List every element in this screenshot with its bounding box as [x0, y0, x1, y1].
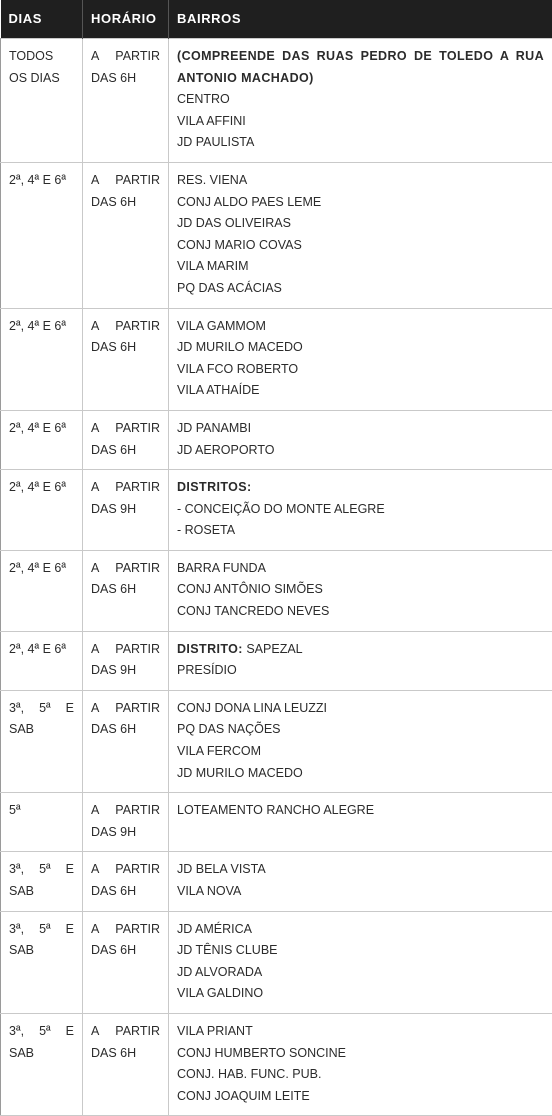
cell-horario: A PARTIR DAS 6H [83, 852, 169, 911]
bairro-name: VILA GALDINO [177, 986, 263, 1000]
cell-dias: 3ª, 5ª E SAB [1, 690, 83, 792]
bairro-name: VILA ATHAÍDE [177, 383, 259, 397]
cell-horario: A PARTIR DAS 6H [83, 690, 169, 792]
table-row [1, 1013, 552, 1115]
cell-bairros [169, 911, 552, 1013]
bairro-line [177, 213, 544, 235]
cell-horario: A PARTIR DAS 6H [83, 410, 169, 469]
cell-bairros [169, 690, 552, 792]
bairro-line [177, 741, 544, 763]
header-row [1, 0, 552, 39]
bairro-name: LOTEAMENTO RANCHO ALEGRE [177, 803, 374, 817]
bairro-name: VILA PRIANT [177, 1024, 253, 1038]
cell-dias: 2ª, 4ª E 6ª [1, 162, 83, 308]
cell-horario: A PARTIR DAS 6H [83, 162, 169, 308]
table-row [1, 410, 552, 469]
table-header [1, 0, 552, 39]
bairro-name: JD AMÉRICA [177, 922, 252, 936]
cell-dias: 3ª, 5ª E SAB [1, 911, 83, 1013]
bairro-line [177, 316, 544, 338]
bairro-line [177, 698, 544, 720]
bairro-name: VILA NOVA [177, 884, 241, 898]
bairro-line [177, 337, 544, 359]
bairro-line [177, 639, 544, 661]
cell-dias: 2ª, 4ª E 6ª [1, 631, 83, 690]
bairro-name: SAPEZAL [243, 642, 303, 656]
bairro-name: - CONCEIÇÃO DO MONTE ALEGRE [177, 502, 385, 516]
column-header-dias: DIAS [1, 0, 83, 39]
table-row [1, 793, 552, 852]
bairro-line [177, 763, 544, 785]
bairro-line [177, 520, 544, 542]
table-row [1, 911, 552, 1013]
table-row [1, 39, 552, 163]
table-body [1, 39, 552, 1116]
bairro-line [177, 881, 544, 903]
bairro-line [177, 800, 544, 822]
bairro-name: CENTRO [177, 92, 230, 106]
cell-dias: 3ª, 5ª E SAB [1, 1013, 83, 1115]
bairro-name: CONJ ALDO PAES LEME [177, 195, 321, 209]
bairro-name: CONJ DONA LINA LEUZZI [177, 701, 327, 715]
bairro-line [177, 940, 544, 962]
bairro-name: JD PANAMBI [177, 421, 251, 435]
cell-bairros [169, 631, 552, 690]
bairro-line [177, 192, 544, 214]
bairro-name: VILA FCO ROBERTO [177, 362, 298, 376]
cell-horario: A PARTIR DAS 6H [83, 308, 169, 410]
bairro-heading: DISTRITOS: [177, 480, 252, 494]
bairro-line [177, 919, 544, 941]
bairro-line [177, 278, 544, 300]
cell-bairros [169, 793, 552, 852]
cell-bairros [169, 852, 552, 911]
cell-dias: 2ª, 4ª E 6ª [1, 470, 83, 551]
bairro-line [177, 89, 544, 111]
bairro-line [177, 962, 544, 984]
bairro-name: JD PAULISTA [177, 135, 254, 149]
bairro-name: CONJ TANCREDO NEVES [177, 604, 329, 618]
table-row [1, 162, 552, 308]
cell-horario: A PARTIR DAS 6H [83, 1013, 169, 1115]
bairro-name: JD TÊNIS CLUBE [177, 943, 278, 957]
cell-dias: 2ª, 4ª E 6ª [1, 550, 83, 631]
bairro-heading: DISTRITO: [177, 642, 243, 656]
bairro-name: CONJ JOAQUIM LEITE [177, 1089, 310, 1103]
bairro-line [177, 1043, 544, 1065]
cell-bairros [169, 410, 552, 469]
bairro-line [177, 579, 544, 601]
bairro-name: CONJ. HAB. FUNC. PUB. [177, 1067, 321, 1081]
table-row [1, 308, 552, 410]
bairro-name: PRESÍDIO [177, 663, 237, 677]
cell-horario: A PARTIR DAS 6H [83, 39, 169, 163]
bairro-name: PQ DAS NAÇÕES [177, 722, 281, 736]
cell-bairros [169, 308, 552, 410]
bairro-name: JD MURILO MACEDO [177, 766, 303, 780]
table-row [1, 690, 552, 792]
bairro-name: JD ALVORADA [177, 965, 262, 979]
cell-bairros [169, 1013, 552, 1115]
bairro-line [177, 1064, 544, 1086]
bairro-name: JD MURILO MACEDO [177, 340, 303, 354]
bairro-name: PQ DAS ACÁCIAS [177, 281, 282, 295]
bairro-name: VILA AFFINI [177, 114, 246, 128]
bairro-line [177, 499, 544, 521]
bairro-name: JD BELA VISTA [177, 862, 266, 876]
cell-horario: A PARTIR DAS 9H [83, 631, 169, 690]
bairro-line [177, 132, 544, 154]
table-row [1, 631, 552, 690]
cell-dias: 2ª, 4ª E 6ª [1, 410, 83, 469]
bairro-name: CONJ HUMBERTO SONCINE [177, 1046, 346, 1060]
bairro-line [177, 359, 544, 381]
cell-dias: TODOS OS DIAS [1, 39, 83, 163]
bairro-line [177, 1021, 544, 1043]
cell-horario: A PARTIR DAS 6H [83, 911, 169, 1013]
bairro-name: - ROSETA [177, 523, 235, 537]
bairro-line [177, 46, 544, 89]
cell-bairros [169, 162, 552, 308]
cell-bairros [169, 470, 552, 551]
cell-horario: A PARTIR DAS 9H [83, 793, 169, 852]
bairro-line [177, 1086, 544, 1108]
bairro-line [177, 601, 544, 623]
bairro-heading: (COMPREENDE DAS RUAS PEDRO DE TOLEDO A RUA ANTONIO MACHADO) [177, 49, 544, 85]
bairro-name: JD DAS OLIVEIRAS [177, 216, 291, 230]
bairro-name: RES. VIENA [177, 173, 247, 187]
bairro-line [177, 859, 544, 881]
bairro-line [177, 170, 544, 192]
bairro-name: VILA FERCOM [177, 744, 261, 758]
column-header-horario: HORÁRIO [83, 0, 169, 39]
cell-dias: 5ª [1, 793, 83, 852]
bairro-line [177, 983, 544, 1005]
cell-bairros [169, 550, 552, 631]
bairro-name: VILA GAMMOM [177, 319, 266, 333]
bairro-name: CONJ ANTÔNIO SIMÕES [177, 582, 323, 596]
bairro-line [177, 235, 544, 257]
cell-bairros [169, 39, 552, 163]
bairro-name: BARRA FUNDA [177, 561, 266, 575]
cell-dias: 3ª, 5ª E SAB [1, 852, 83, 911]
table-row [1, 470, 552, 551]
bairro-line [177, 418, 544, 440]
bairro-line [177, 111, 544, 133]
cell-dias: 2ª, 4ª E 6ª [1, 308, 83, 410]
bairro-line [177, 440, 544, 462]
bairro-line [177, 380, 544, 402]
bairro-name: CONJ MARIO COVAS [177, 238, 302, 252]
bairro-line [177, 660, 544, 682]
bairro-line [177, 719, 544, 741]
table-row [1, 852, 552, 911]
bairro-name: JD AEROPORTO [177, 443, 274, 457]
column-header-bairros: BAIRROS [169, 0, 552, 39]
table-row [1, 550, 552, 631]
cell-horario: A PARTIR DAS 6H [83, 550, 169, 631]
bairro-line [177, 256, 544, 278]
bairro-name: VILA MARIM [177, 259, 249, 273]
cell-horario: A PARTIR DAS 9H [83, 470, 169, 551]
bairro-line [177, 558, 544, 580]
bairro-line [177, 477, 544, 499]
